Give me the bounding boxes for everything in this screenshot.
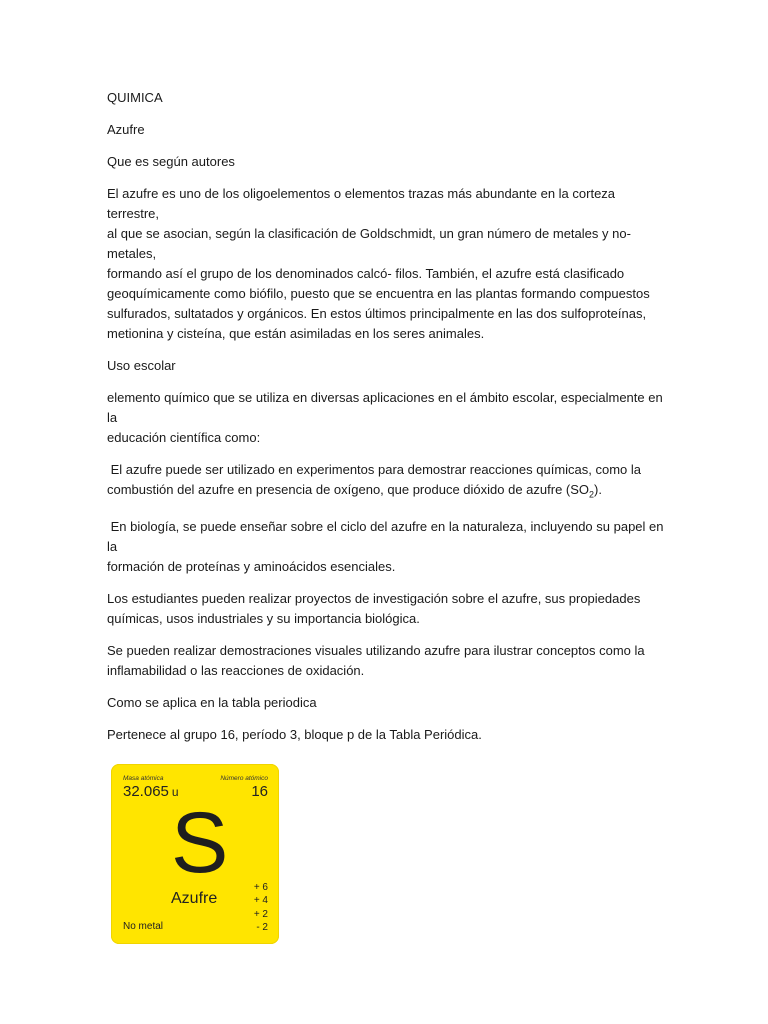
school-use-paragraph-2: En biología, se puede enseñar sobre el ciclo del azufre en la naturaleza, incluyendo su papel en la formación de proteínas y aminoácidos esenciales. [107, 518, 664, 574]
definition-paragraph: El azufre es uno de los oligoelementos o elementos trazas más abundante en la corteza terrestre, al que se asocian, según la clasificación de Goldschmidt, un gran número de metales y no-metales, formando así el grupo de los denominados calcó- filos. También, el azufre está clasificado geoquímicamente como biófilo, puesto que se encuentra en las plantas formando compuestos sulfurados, sultatados y orgánicos. En estos últimos principalmente en las dos sulfoproteínas, metionina y cisteína, que están asimiladas en los seres animales. [107, 186, 650, 341]
document-page [107, 88, 667, 944]
atomic-mass-label: Masa atómica [123, 774, 164, 782]
oxidation-states [254, 881, 268, 935]
section-heading-periodic-table: Como se aplica en la tabla periodica [107, 694, 317, 710]
school-use-text-1-tail: ). [594, 482, 602, 497]
sulfur-element-tile [111, 764, 279, 944]
school-use-intro: elemento químico que se utiliza en diversas aplicaciones en el ámbito escolar, especialmente en la educación científica como: [107, 390, 663, 445]
element-category: No metal [123, 920, 164, 932]
oxidation-state: + 4 [253, 895, 268, 907]
element-name: Azufre [171, 889, 218, 907]
atomic-mass-unit: u [171, 784, 179, 799]
periodic-table-paragraph: Pertenece al grupo 16, período 3, bloque p de la Tabla Periódica. [107, 726, 482, 742]
section-heading-school-use: Uso escolar [107, 358, 176, 373]
atomic-mass-number: 32.065 [123, 782, 169, 800]
school-use-paragraph-3: Los estudiantes pueden realizar proyectos de investigación sobre el azufre, sus propiedades químicas, usos industriales y su importancia biológica. [107, 590, 641, 626]
atomic-number-value: 16 [251, 782, 268, 800]
atomic-number-label: Número atómico [220, 774, 268, 782]
document-subtitle: Azufre [107, 122, 145, 137]
school-use-paragraph-4: Se pueden realizar demostraciones visuales utilizando azufre para ilustrar conceptos como la inflamabilidad o las reacciones de oxidación. [107, 642, 645, 678]
section-heading-definition: Que es según autores [107, 154, 235, 169]
oxidation-state: - 2 [256, 922, 268, 934]
so2-subscript: 2 [589, 489, 595, 500]
school-use-text-1: El azufre puede ser utilizado en experimentos para demostrar reacciones químicas, como la combustión del azufre en presencia de oxígeno, que produce dióxido de azufre (SO [107, 462, 642, 497]
document-title: QUIMICA [107, 90, 163, 105]
element-symbol: S [171, 794, 229, 891]
school-use-paragraph-1 [107, 460, 667, 505]
oxidation-state: + 6 [253, 881, 268, 893]
oxidation-state: + 2 [253, 908, 268, 920]
